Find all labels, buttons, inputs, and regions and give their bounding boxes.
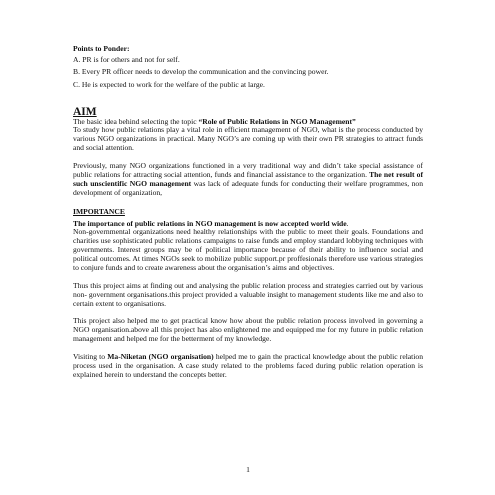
importance-paragraph-4: [73, 353, 423, 380]
page-number: 1: [246, 465, 250, 474]
points-title: Points to Ponder:: [73, 44, 130, 53]
aim-intro-text: The basic idea behind selecting the topic: [73, 116, 199, 126]
importance-heading: IMPORTANCE: [73, 206, 125, 216]
aim-topic-title: “Role of Public Relations in NGO Management”: [198, 116, 356, 126]
importance-paragraph-2: Thus this project aims at finding out and analysing the public relation process and strategies carried out by various non- government organisations.this project provided a valuable insight to management students like me and also to certain extent to organisations.: [73, 280, 423, 308]
document-page: [73, 44, 423, 474]
point-a: A. PR is for others and not for self.: [73, 55, 180, 64]
importance-paragraph-1: Non-governmental organizations need healthy relationships with the public to meet their goals. Foundations and charities use sophisticated public relations campaigns to raise funds and employ standard lobbying techniques with governments. Interest groups may be of political importance because of their ability to influence social and political outcomes. At times NGOs seek to mobilize public support.pr proffesionals therefore use various strategies to conjure funds and to create awareness about the organisation’s aims and objectives.: [73, 227, 423, 273]
importance-bold-tail: .: [346, 218, 349, 228]
aim-paragraph-2: [73, 162, 423, 198]
visit-tail: helped me to gain the practical knowledge about the public relation process used in the organisation. A case study related to the problems faced during public relation operation is explained herein to understand the concepts better.: [73, 352, 423, 379]
point-c: C. He is expected to work for the welfare of the public at large.: [73, 79, 265, 89]
aim-p2-bold: The net result of such unscientific NGO management: [73, 169, 423, 188]
importance-paragraph-3: This project also helped me to get practical know how about the public relation process involved in governing a NGO organisation.above all this project has also enlightened me and equipped me for my future in public relation management and helped me for the betterment of my knowledge.: [73, 316, 423, 344]
aim-paragraph-1: To study how public relations play a vital role in efficient management of NGO, what is the process conducted by various NGO organizations in practical. Many NGO’s are coming up with their own PR strategies to attract funds and social attention.: [73, 125, 423, 153]
aim-p2-text: Previously, many NGO organizations functioned in a very traditional way and didn’t take special assistance of public relations for attracting social attention, funds and financial assistance to the organization.: [73, 161, 423, 179]
point-b: B. Every PR officer needs to develop the communication and the convincing power.: [73, 67, 329, 77]
visit-text: Visiting to: [73, 352, 108, 362]
importance-bold-line: The importance of public relations in NGO management is now accepted world wide: [73, 218, 347, 228]
aim-heading: AIM: [73, 105, 97, 118]
ngo-name: Ma-Niketan (NGO organisation): [107, 352, 214, 362]
aim-p2-tail: was lack of adequate funds for conducting their welfare programmes, non development of organization,: [73, 178, 423, 197]
